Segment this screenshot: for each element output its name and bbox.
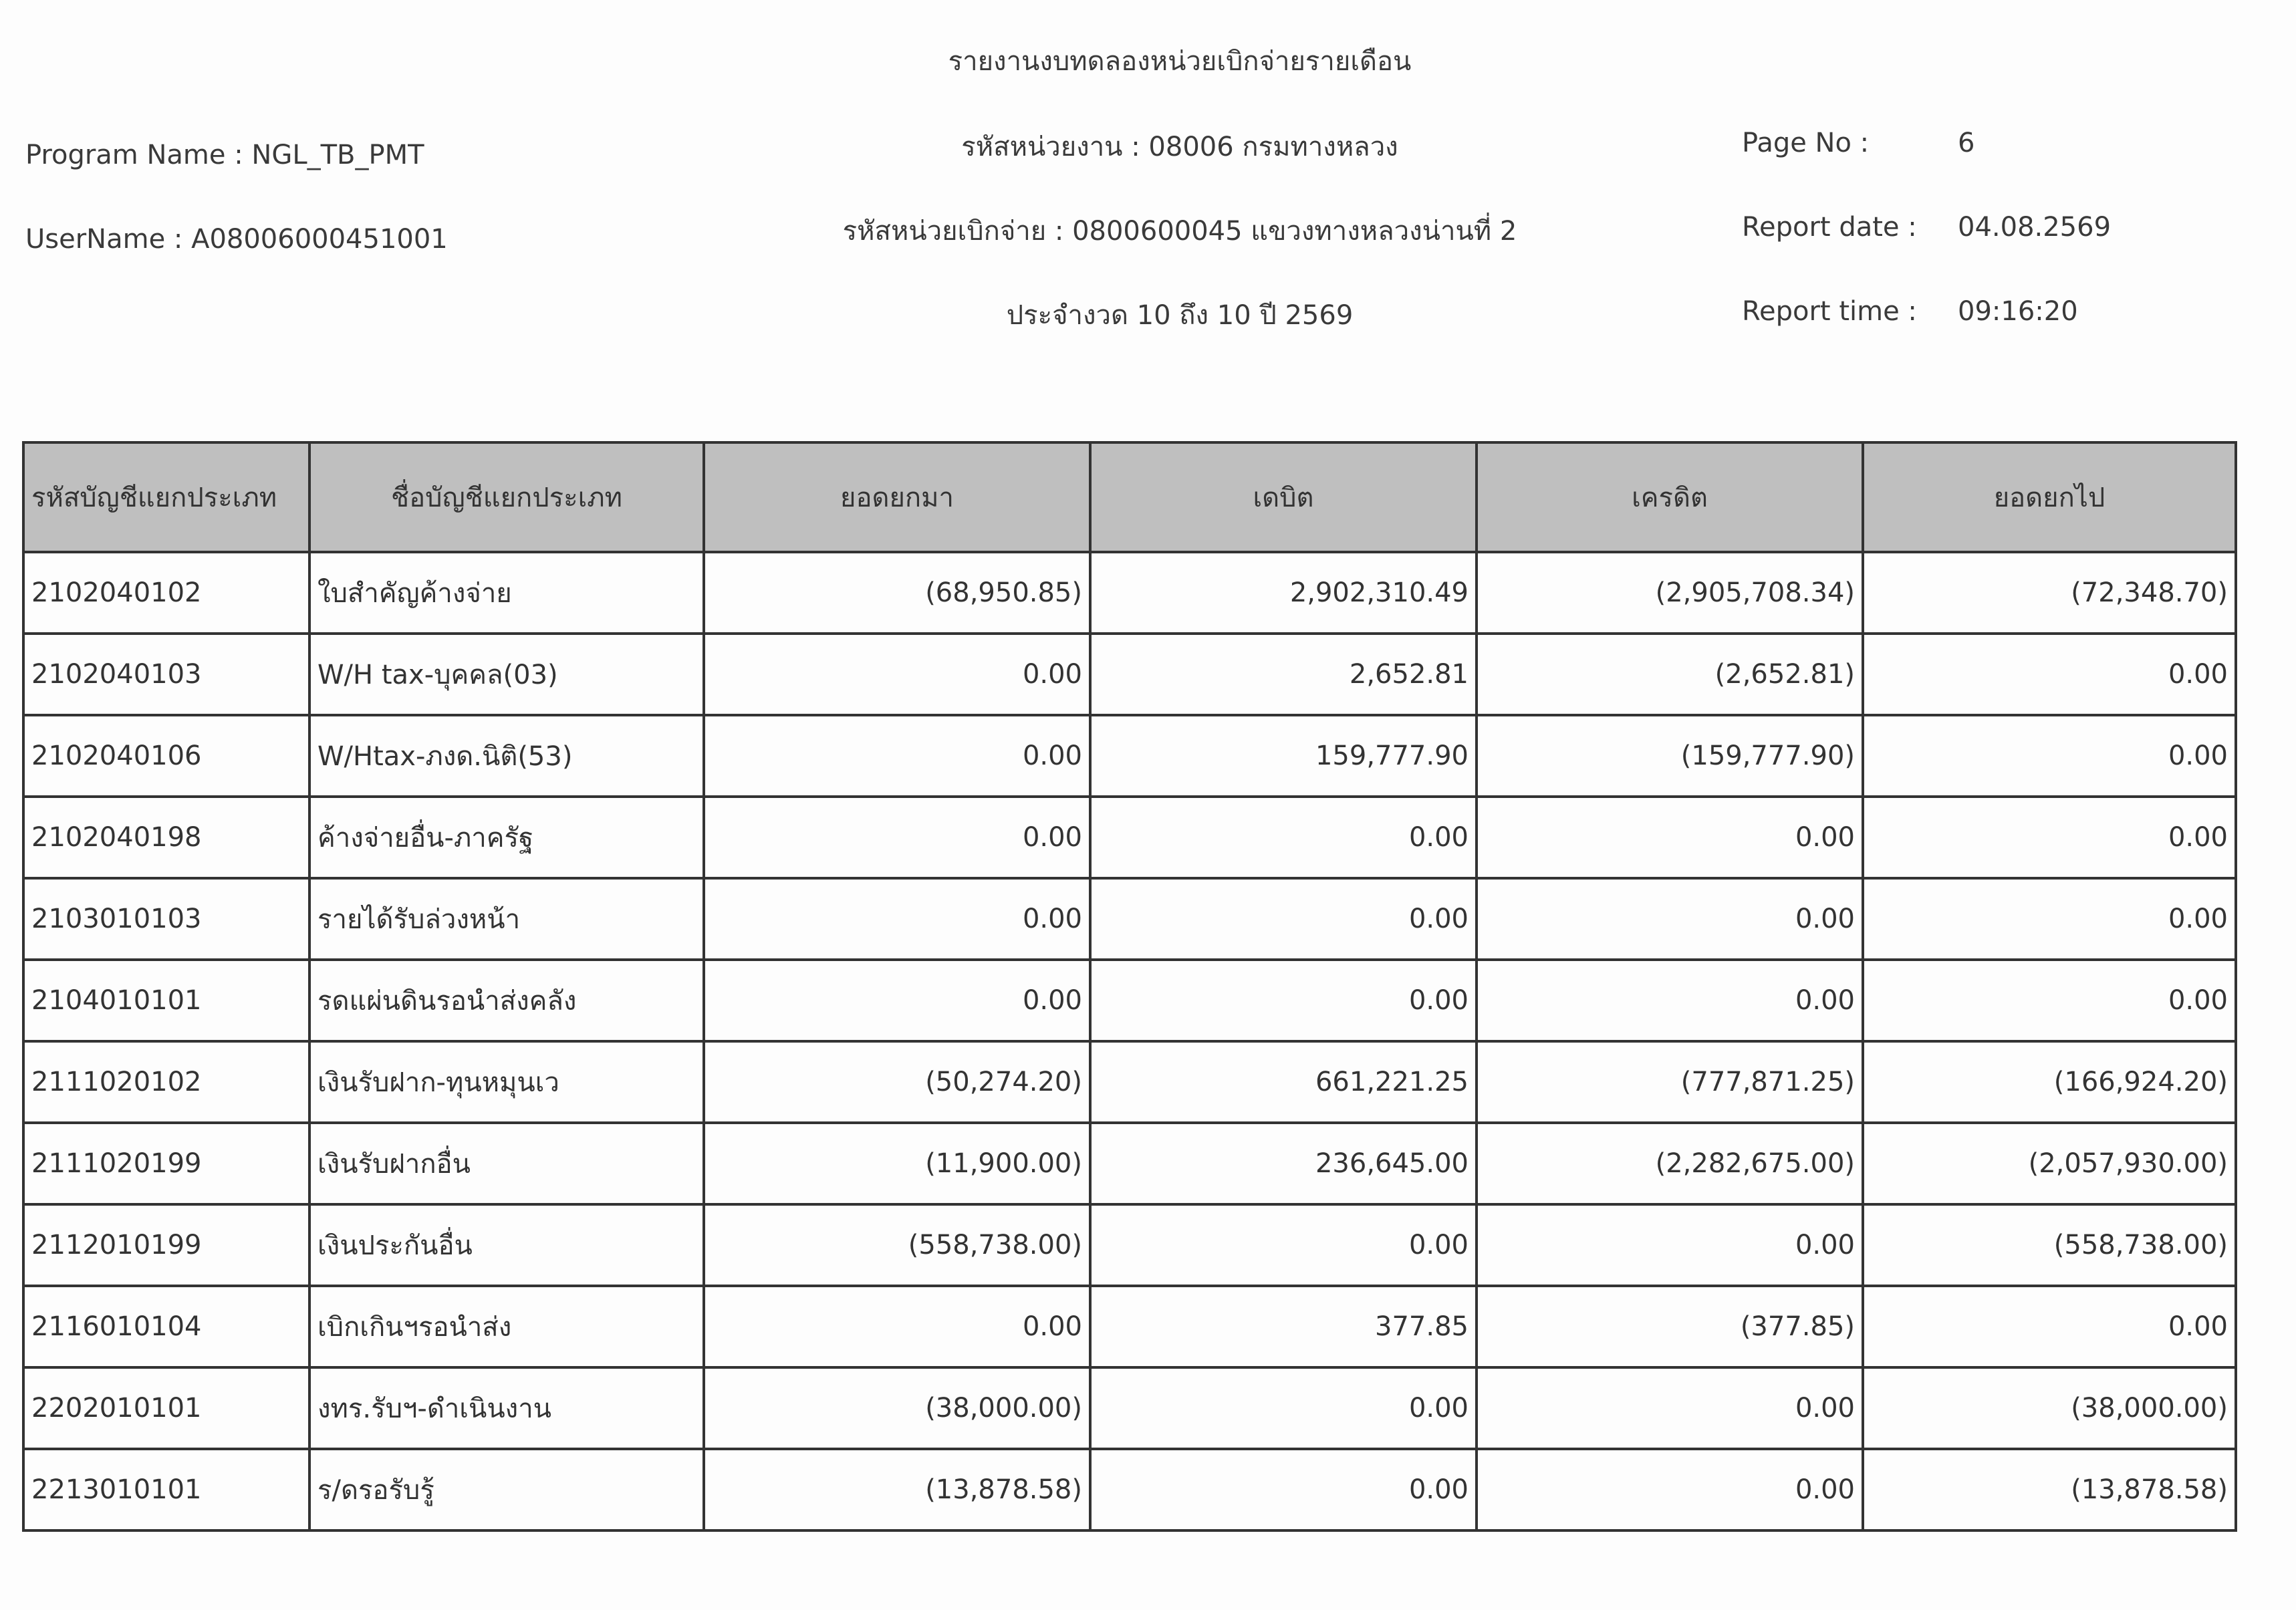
- account-code-cell: 2116010104: [23, 1286, 309, 1367]
- brought-forward-cell: 0.00: [704, 715, 1090, 797]
- table-row: [23, 715, 2236, 797]
- carried-forward-cell: 0.00: [1863, 797, 2236, 878]
- account-name-cell: รายได้รับล่วงหน้า: [309, 878, 704, 960]
- carried-forward-cell: 0.00: [1863, 878, 2236, 960]
- account-name-cell: ค้างจ่ายอื่น-ภาครัฐ: [309, 797, 704, 878]
- brought-forward-cell: 0.00: [704, 634, 1090, 715]
- account-name-cell: เงินรับฝาก-ทุนหมุนเว: [309, 1041, 704, 1123]
- account-name-cell: เงินรับฝากอื่น: [309, 1123, 704, 1204]
- account-code-cell: 2202010101: [23, 1367, 309, 1449]
- column-header-account-code: รหัสบัญชีแยกประเภท: [23, 442, 309, 552]
- table-row: [23, 797, 2236, 878]
- account-code-cell: 2102040198: [23, 797, 309, 878]
- account-code-cell: 2102040103: [23, 634, 309, 715]
- carried-forward-cell: (72,348.70): [1863, 552, 2236, 634]
- account-name-cell: ใบสำคัญค้างจ่าย: [309, 552, 704, 634]
- user-name: UserName : A08006000451001: [25, 224, 448, 255]
- account-code-cell: 2112010199: [23, 1204, 309, 1286]
- credit-cell: (159,777.90): [1477, 715, 1863, 797]
- account-code-cell: 2111020199: [23, 1123, 309, 1204]
- credit-cell: (2,652.81): [1477, 634, 1863, 715]
- brought-forward-cell: 0.00: [704, 960, 1090, 1041]
- credit-cell: (377.85): [1477, 1286, 1863, 1367]
- report-title: รายงานงบทดลองหน่วยเบิกจ่ายรายเดือน: [948, 46, 1412, 77]
- carried-forward-cell: (13,878.58): [1863, 1449, 2236, 1530]
- table-row: [23, 1367, 2236, 1449]
- credit-cell: 0.00: [1477, 1367, 1863, 1449]
- brought-forward-cell: (50,274.20): [704, 1041, 1090, 1123]
- brought-forward-cell: 0.00: [704, 878, 1090, 960]
- account-name-cell: รดแผ่นดินรอนำส่งคลัง: [309, 960, 704, 1041]
- debit-cell: 0.00: [1090, 1449, 1477, 1530]
- carried-forward-cell: (38,000.00): [1863, 1367, 2236, 1449]
- trial-balance-table: [22, 441, 2237, 1532]
- table-row: [23, 1123, 2236, 1204]
- report-date-value: 04.08.2569: [1958, 212, 2112, 243]
- report-time-value: 09:16:20: [1958, 296, 2078, 327]
- debit-cell: 0.00: [1090, 960, 1477, 1041]
- table-row: [23, 1041, 2236, 1123]
- account-code-cell: 2104010101: [23, 960, 309, 1041]
- account-code-cell: 2102040106: [23, 715, 309, 797]
- disbursing-unit: รหัสหน่วยเบิกจ่าย : 0800600045 แขวงทางหลวงน่านที่ 2: [842, 216, 1517, 247]
- report-time-label: Report time :: [1742, 296, 1917, 327]
- credit-cell: 0.00: [1477, 878, 1863, 960]
- column-header-account-name: ชื่อบัญชีแยกประเภท: [309, 442, 704, 552]
- account-name-cell: ร/ดรอรับรู้: [309, 1449, 704, 1530]
- carried-forward-cell: 0.00: [1863, 715, 2236, 797]
- column-header-credit: เครดิต: [1477, 442, 1863, 552]
- page-no-label: Page No :: [1742, 128, 1870, 158]
- carried-forward-cell: (2,057,930.00): [1863, 1123, 2236, 1204]
- brought-forward-cell: 0.00: [704, 1286, 1090, 1367]
- account-name-cell: W/Htax-ภงด.นิติ(53): [309, 715, 704, 797]
- credit-cell: (2,282,675.00): [1477, 1123, 1863, 1204]
- table-row: [23, 960, 2236, 1041]
- brought-forward-cell: 0.00: [704, 797, 1090, 878]
- table-row: [23, 634, 2236, 715]
- debit-cell: 0.00: [1090, 1367, 1477, 1449]
- debit-cell: 2,902,310.49: [1090, 552, 1477, 634]
- debit-cell: 0.00: [1090, 1204, 1477, 1286]
- brought-forward-cell: (558,738.00): [704, 1204, 1090, 1286]
- debit-cell: 2,652.81: [1090, 634, 1477, 715]
- brought-forward-cell: (38,000.00): [704, 1367, 1090, 1449]
- brought-forward-cell: (11,900.00): [704, 1123, 1090, 1204]
- account-code-cell: 2103010103: [23, 878, 309, 960]
- credit-cell: 0.00: [1477, 960, 1863, 1041]
- credit-cell: 0.00: [1477, 797, 1863, 878]
- account-code-cell: 2111020102: [23, 1041, 309, 1123]
- account-name-cell: W/H tax-บุคคล(03): [309, 634, 704, 715]
- account-code-cell: 2213010101: [23, 1449, 309, 1530]
- table-row: [23, 878, 2236, 960]
- account-name-cell: งทร.รับฯ-ดำเนินงาน: [309, 1367, 704, 1449]
- credit-cell: (2,905,708.34): [1477, 552, 1863, 634]
- page-no-value: 6: [1958, 128, 1975, 158]
- debit-cell: 0.00: [1090, 878, 1477, 960]
- table-row: [23, 552, 2236, 634]
- agency-code: รหัสหน่วยงาน : 08006 กรมทางหลวง: [961, 132, 1398, 162]
- table-row: [23, 1204, 2236, 1286]
- account-name-cell: เบิกเกินฯรอนำส่ง: [309, 1286, 704, 1367]
- credit-cell: 0.00: [1477, 1204, 1863, 1286]
- debit-cell: 159,777.90: [1090, 715, 1477, 797]
- carried-forward-cell: 0.00: [1863, 1286, 2236, 1367]
- credit-cell: (777,871.25): [1477, 1041, 1863, 1123]
- carried-forward-cell: (166,924.20): [1863, 1041, 2236, 1123]
- program-name: Program Name : NGL_TB_PMT: [25, 140, 424, 170]
- carried-forward-cell: (558,738.00): [1863, 1204, 2236, 1286]
- column-header-debit: เดบิต: [1090, 442, 1477, 552]
- debit-cell: 661,221.25: [1090, 1041, 1477, 1123]
- report-period: ประจำงวด 10 ถึง 10 ปี 2569: [1006, 300, 1354, 331]
- brought-forward-cell: (68,950.85): [704, 552, 1090, 634]
- debit-cell: 0.00: [1090, 797, 1477, 878]
- account-name-cell: เงินประกันอื่น: [309, 1204, 704, 1286]
- table-header-row: [23, 442, 2236, 552]
- account-code-cell: 2102040102: [23, 552, 309, 634]
- table-row: [23, 1286, 2236, 1367]
- credit-cell: 0.00: [1477, 1449, 1863, 1530]
- report-date-label: Report date :: [1742, 212, 1917, 243]
- debit-cell: 236,645.00: [1090, 1123, 1477, 1204]
- brought-forward-cell: (13,878.58): [704, 1449, 1090, 1530]
- debit-cell: 377.85: [1090, 1286, 1477, 1367]
- carried-forward-cell: 0.00: [1863, 634, 2236, 715]
- table-row: [23, 1449, 2236, 1530]
- column-header-brought-forward: ยอดยกมา: [704, 442, 1090, 552]
- carried-forward-cell: 0.00: [1863, 960, 2236, 1041]
- column-header-carried-forward: ยอดยกไป: [1863, 442, 2236, 552]
